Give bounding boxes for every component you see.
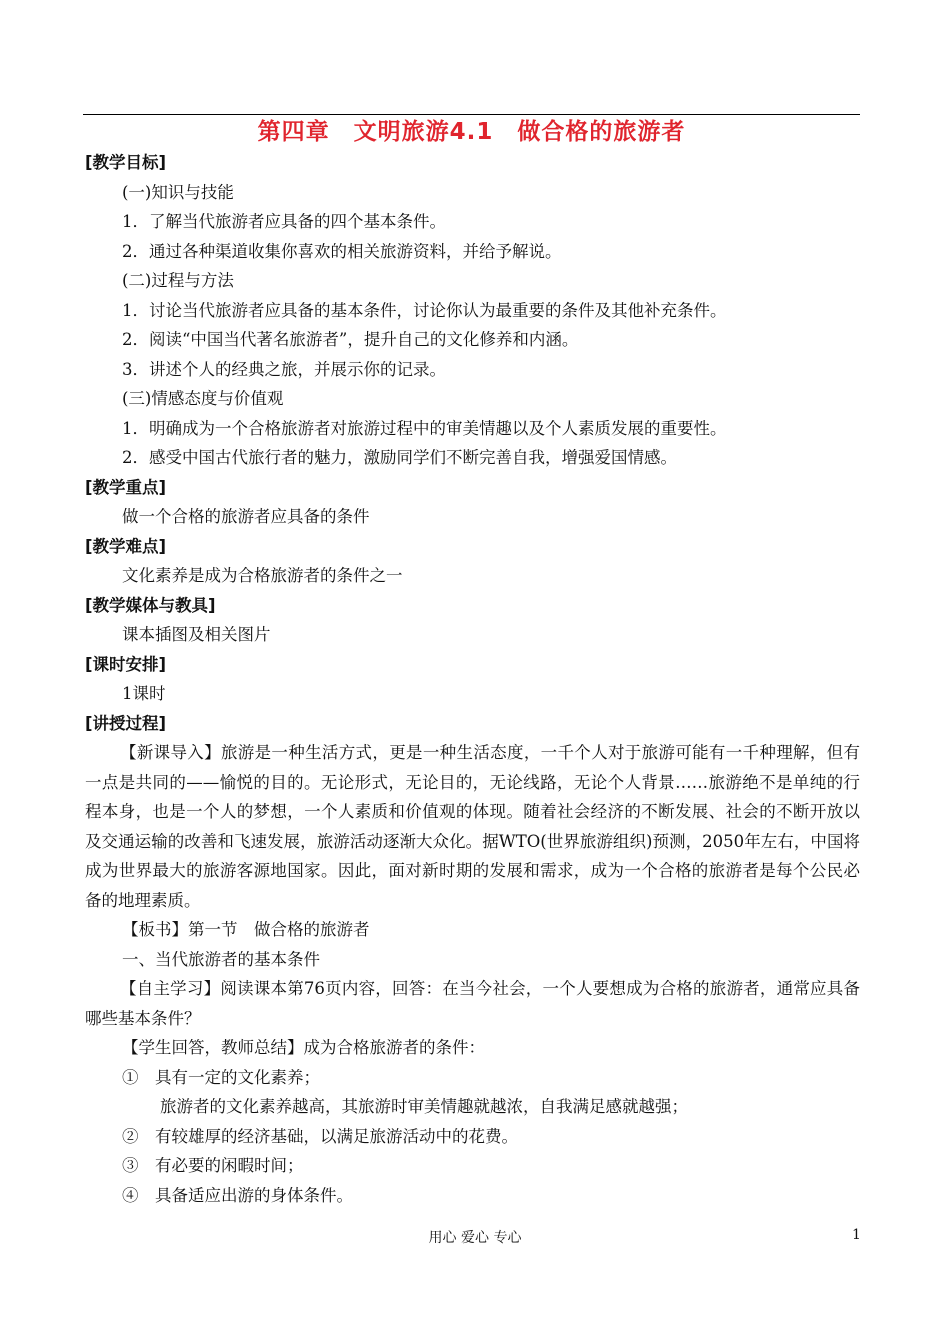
document-body	[85, 148, 860, 1210]
list-item: 2．阅读“中国当代著名旅游者”，提升自己的文化修养和内涵。	[122, 330, 579, 349]
difficulty-text: 文化素养是成为合格旅游者的条件之一	[122, 566, 403, 585]
page-title: 第四章 文明旅游4.1 做合格的旅游者	[257, 119, 686, 145]
page-number: 1	[852, 1227, 861, 1243]
footer-text: 用心 爱心 专心	[428, 1230, 522, 1246]
self-study-paragraph: 【自主学习】阅读课本第76页内容，回答：在当今社会，一个人要想成为合格的旅游者，通常应具备哪些基本条件？	[85, 979, 860, 1028]
condition-item: ③ 有必要的闲暇时间；	[122, 1156, 304, 1175]
list-item: 1．讨论当代旅游者应具备的基本条件，讨论你认为最重要的条件及其他补充条件。	[122, 300, 727, 320]
subheading-emotion: (三)情感态度与价值观	[122, 389, 284, 408]
section-heading-media: [教学媒体与教具]	[85, 595, 216, 615]
section-heading-goals: [教学目标]	[85, 153, 167, 172]
list-item: 3．讲述个人的经典之旅，并展示你的记录。	[122, 359, 446, 379]
list-item: 1．明确成为一个合格旅游者对旅游过程中的审美情趣以及个人素质发展的重要性。	[122, 418, 727, 438]
section-heading-process: [讲授过程]	[85, 713, 167, 733]
intro-paragraph: 【新课导入】旅游是一种生活方式，更是一种生活态度，一千个人对于旅游可能有一千种理解，但有一点是共同的——愉悦的目的。无论形式，无论目的，无论线路，无论个人背景……旅游绝不是单纯的行程本身，也是一个人的梦想，一个人素质和价值观的体现。随着社会经济的不断发展、社会的不断开放以及交通运输的改善和飞速发展，旅游活动逐渐大众化。据WTO(世界旅游组织)预测，2050年左右，中国将成为世界最大的旅游客源地国家。因此，面对新时期的发展和需求，成为一个合格的旅游者是每个公民必备的地理素质。	[85, 743, 860, 910]
part-one-heading: 一、当代旅游者的基本条件	[122, 949, 320, 969]
summary-line: 【学生回答，教师总结】成为合格旅游者的条件：	[122, 1038, 485, 1057]
section-heading-difficulty: [教学难点]	[85, 536, 167, 556]
schedule-text: 1课时	[122, 684, 166, 703]
header-rule	[83, 114, 860, 115]
section-heading-focus: [教学重点]	[85, 477, 167, 497]
condition-item: ① 具有一定的文化素养；	[122, 1067, 320, 1087]
media-text: 课本插图及相关图片	[122, 625, 271, 644]
board-line: 【板书】第一节 做合格的旅游者	[122, 920, 370, 939]
list-item: 1．了解当代旅游者应具备的四个基本条件。	[122, 212, 446, 231]
condition-item: ② 有较雄厚的经济基础，以满足旅游活动中的花费。	[122, 1126, 518, 1146]
subheading-knowledge: (一)知识与技能	[122, 182, 234, 202]
subheading-process: (二)过程与方法	[122, 271, 234, 290]
list-item: 2．感受中国古代旅行者的魅力，激励同学们不断完善自我，增强爱国情感。	[122, 448, 677, 467]
condition-note: 旅游者的文化素养越高，其旅游时审美情趣就越浓，自我满足感就越强；	[160, 1097, 688, 1116]
condition-item: ④ 具备适应出游的身体条件。	[122, 1185, 353, 1205]
list-item: 2．通过各种渠道收集你喜欢的相关旅游资料，并给予解说。	[122, 241, 562, 261]
section-heading-schedule: [课时安排]	[85, 654, 167, 674]
focus-text: 做一个合格的旅游者应具备的条件	[122, 507, 370, 526]
